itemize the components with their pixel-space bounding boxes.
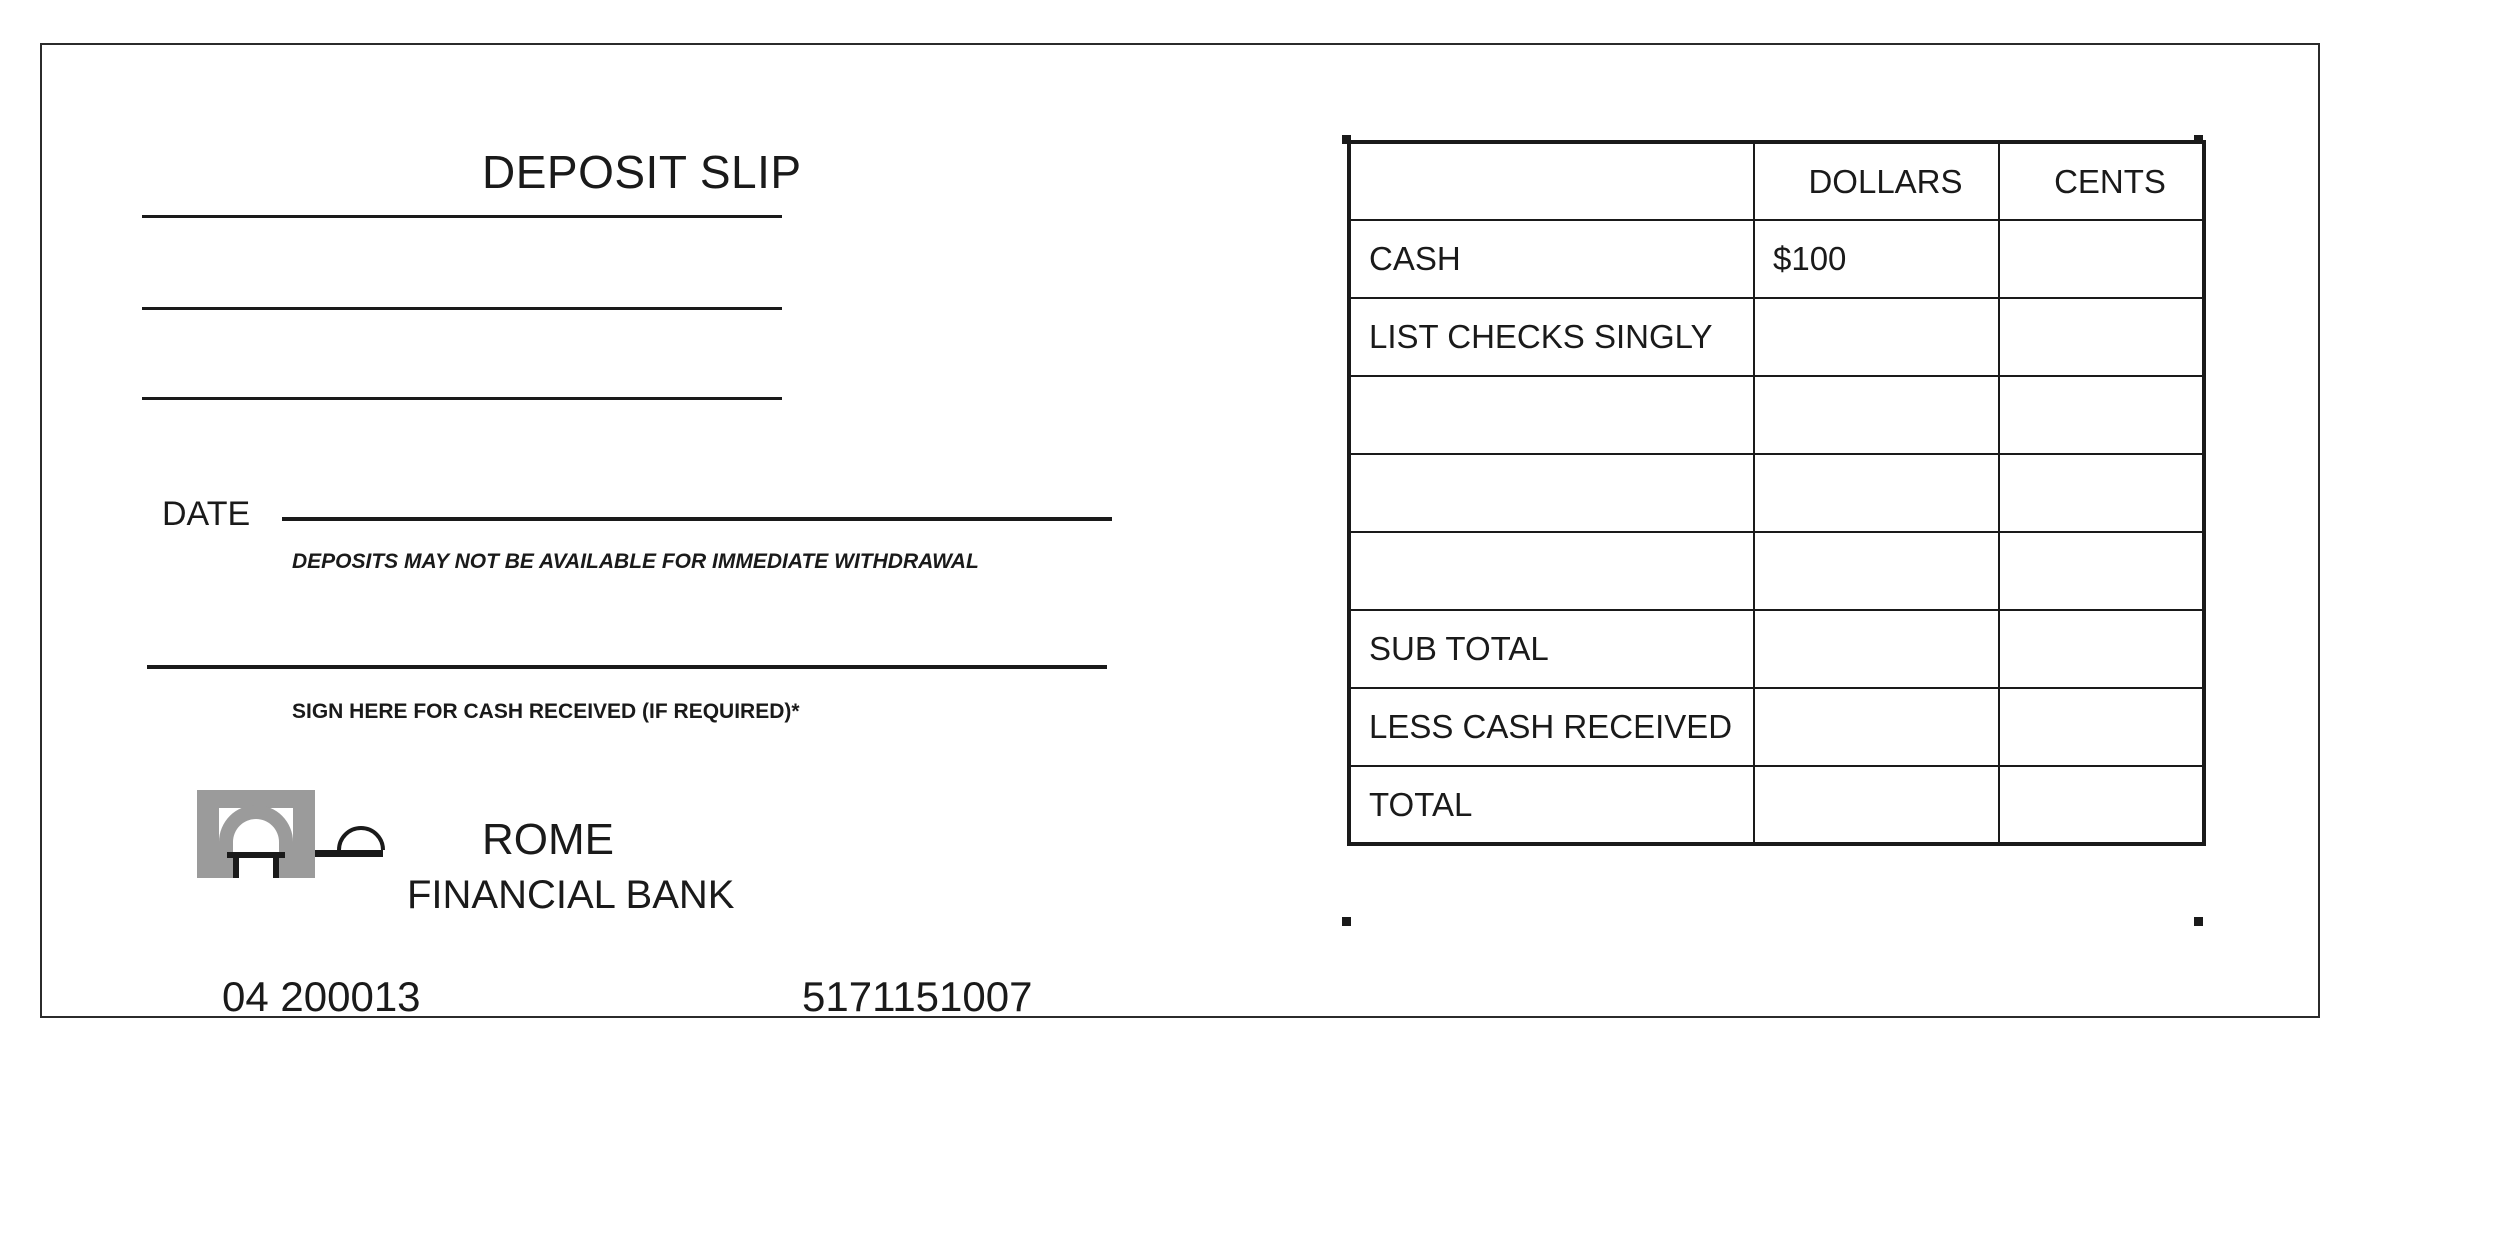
date-input-line[interactable] <box>282 517 1112 521</box>
header-blank <box>1349 142 1754 220</box>
header-cents: CENTS <box>1999 142 2204 220</box>
row-label-less-cash-received: LESS CASH RECEIVED <box>1349 688 1754 766</box>
signature-line[interactable] <box>147 665 1107 669</box>
write-line-3[interactable] <box>142 397 782 400</box>
table-row-total <box>1349 766 2204 844</box>
signature-label: SIGN HERE FOR CASH RECEIVED (IF REQUIRED)* <box>292 700 800 723</box>
crop-mark-bottom-right <box>2194 917 2203 926</box>
row-cents-check-3[interactable] <box>1999 454 2204 532</box>
row-dollars-check-3[interactable] <box>1754 454 1999 532</box>
row-cents-less-cash-received[interactable] <box>1999 688 2204 766</box>
row-cents-check-4[interactable] <box>1999 532 2204 610</box>
row-label-cash: CASH <box>1349 220 1754 298</box>
write-line-1[interactable] <box>142 215 782 218</box>
row-dollars-less-cash-received[interactable] <box>1754 688 1999 766</box>
row-cents-cash[interactable] <box>1999 220 2204 298</box>
row-dollars-check-2[interactable] <box>1754 376 1999 454</box>
bank-subtitle: FINANCIAL BANK <box>407 873 735 917</box>
page-title: DEPOSIT SLIP <box>482 146 802 198</box>
row-dollars-cash[interactable]: $100 <box>1754 220 1999 298</box>
table-row <box>1349 454 2204 532</box>
row-dollars-sub-total[interactable] <box>1754 610 1999 688</box>
header-dollars: DOLLARS <box>1754 142 1999 220</box>
table-row <box>1349 220 2204 298</box>
table-row <box>1349 532 2204 610</box>
row-label-check-3 <box>1349 454 1754 532</box>
crop-mark-bottom-left <box>1342 917 1351 926</box>
row-label-total: TOTAL <box>1349 766 1754 844</box>
row-dollars-total[interactable] <box>1754 766 1999 844</box>
date-label: DATE <box>162 495 251 533</box>
write-line-2[interactable] <box>142 307 782 310</box>
row-dollars-check-1[interactable] <box>1754 298 1999 376</box>
bank-name: ROME <box>482 815 614 864</box>
row-cents-sub-total[interactable] <box>1999 610 2204 688</box>
row-label-list-checks-singly: LIST CHECKS SINGLY <box>1349 298 1754 376</box>
account-number: 5171151007 <box>802 973 1033 1020</box>
row-label-check-4 <box>1349 532 1754 610</box>
row-dollars-check-4[interactable] <box>1754 532 1999 610</box>
availability-disclaimer: DEPOSITS MAY NOT BE AVAILABLE FOR IMMEDIATE WITHDRAWAL <box>292 550 979 573</box>
table-row <box>1349 298 2204 376</box>
table-row <box>1349 610 2204 688</box>
deposit-slip-form <box>40 43 2320 1018</box>
table-row <box>1349 688 2204 766</box>
table-header-row <box>1349 142 2204 220</box>
amount-table <box>1347 140 2206 846</box>
row-cents-total[interactable] <box>1999 766 2204 844</box>
routing-number: 04 200013 <box>222 973 421 1020</box>
row-cents-check-2[interactable] <box>1999 376 2204 454</box>
table-row <box>1349 376 2204 454</box>
row-label-check-2 <box>1349 376 1754 454</box>
row-cents-check-1[interactable] <box>1999 298 2204 376</box>
row-label-sub-total: SUB TOTAL <box>1349 610 1754 688</box>
